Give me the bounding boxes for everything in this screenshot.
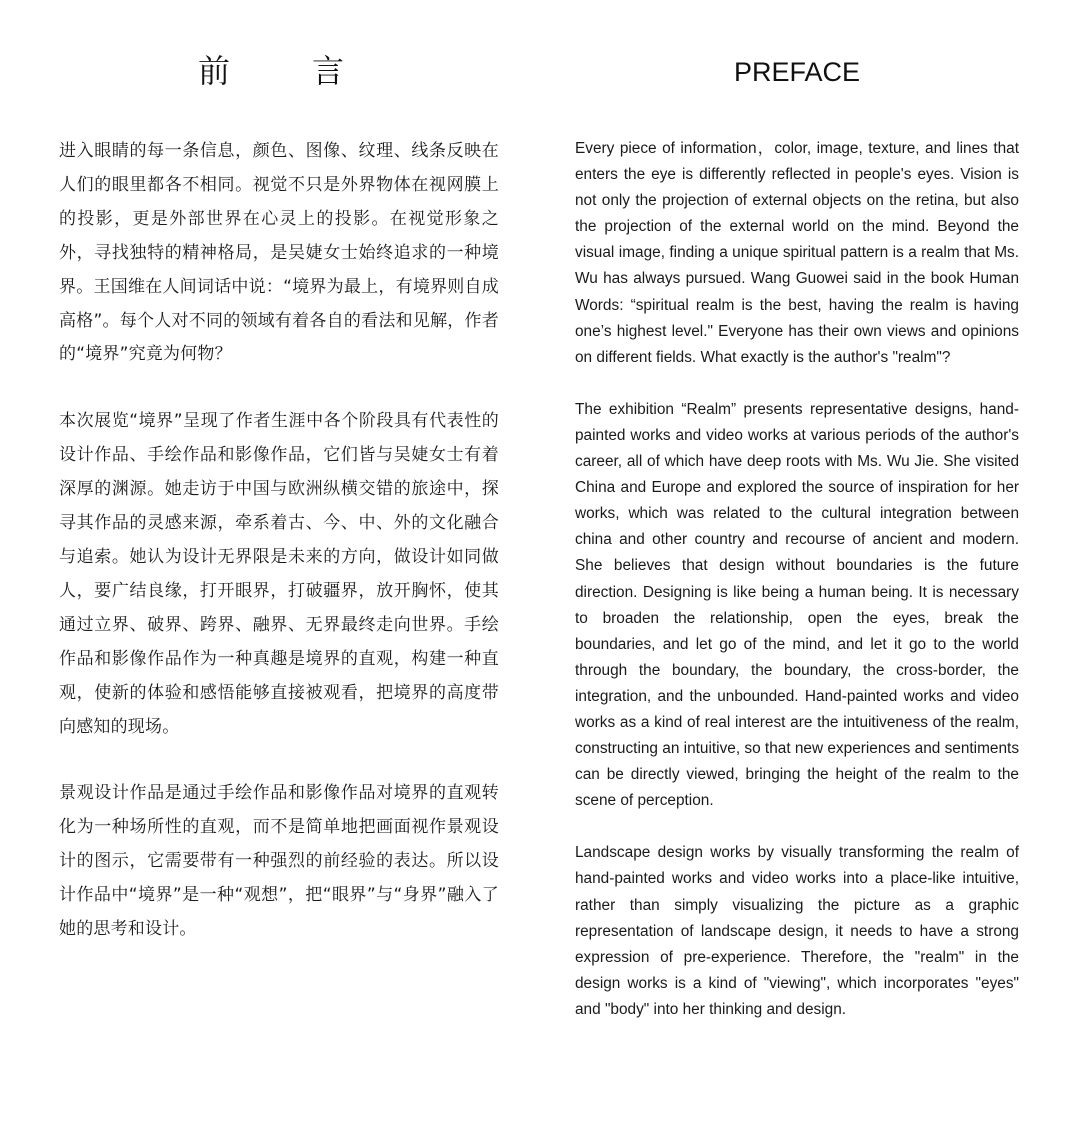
chinese-paragraph-1: 进入眼睛的每一条信息，颜色、图像、纹理、线条反映在人们的眼里都各不相同。视觉不只是外界物体在视网膜上的投影，更是外部世界在心灵上的投影。在视觉形象之外，寻找独特的精神格局，是吴婕女士始终追求的一种境界。王国维在人间词话中说：“境界为最上，有境界则自成高格”。每个人对不同的领域有着各自的看法和见解，作者的“境界”究竟为何物？ (59, 141, 499, 365)
chinese-paragraph-3: 景观设计作品是通过手绘作品和影像作品对境界的直观转化为一种场所性的直观，而不是简单地把画面视作景观设计的图示，它需要带有一种强烈的前经验的表达。所以设计作品中“境界”是一种“观想”，把“眼界”与“身界”融入了她的思考和设计。 (59, 783, 499, 940)
chinese-title-char-2: 言 (312, 52, 345, 90)
english-paragraph-3: Landscape design works by visually transforming the realm of hand-painted works and video works into a place-like intuitive, rather than simply visualizing the picture as a graphic representation of landscape design, it needs to have a strong expression of pre-experience. Therefore, the "realm" in the design works is a kind of "viewing", which incorporates "eyes" and "body" into her thinking and design. (575, 844, 1019, 1018)
english-text-column (575, 136, 1019, 1023)
english-title: PREFACE (733, 57, 861, 87)
chinese-title-char-1: 前 (198, 52, 231, 90)
english-paragraph-2: The exhibition “Realm” presents representative designs, hand-painted works and video works at various periods of the author's career, all of which have deep roots with Ms. Wu Jie. She visited China and Europe and explored the source of inspiration for her works, which was related to the cultural integration between china and other country and recourse of ancient and modern. She believes that design without boundaries is the future direction. Designing is like being a human being. It is necessary to broaden the relationship, open the eyes, break the boundaries, and let go of the mind, and let it go to the world through the boundary, the boundary, the cross-border, the integration, and the unbounded. Hand-painted works and video works as a kind of real interest are the intuitiveness of the realm, constructing an intuitive, so that new experiences and sentiments can be directly viewed, bringing the height of the realm to the scene of perception. (575, 400, 1020, 810)
english-paragraph-1: Every piece of information，color, image, texture, and lines that enters the eye is differently reflected in people's eyes. Vision is not only the projection of external objects on the retina, but also the projection of the external world on the mind. Beyond the visual image, finding a unique spiritual pattern is a realm that Ms. Wu has always pursued. Wang Guowei said in the book Human Words: “spiritual realm is the best, having the realm is having one’s highest level." Everyone has their own views and opinions on different fields. What exactly is the author's "realm"? (575, 140, 1019, 366)
chinese-text-column (59, 135, 499, 947)
chinese-title (198, 48, 358, 94)
chinese-paragraph-2: 本次展览“境界”呈现了作者生涯中各个阶段具有代表性的设计作品、手绘作品和影像作品，它们皆与吴婕女士有着深厚的渊源。她走访于中国与欧洲纵横交错的旅途中，探寻其作品的灵感来源，牵系着古、今、中、外的文化融合与追索。她认为设计无界限是未来的方向，做设计如同做人，要广结良缘，打开眼界，打破疆界，放开胸怀，使其通过立界、破界、跨界、融界、无界最终走向世界。手绘作品和影像作品作为一种真趣是境界的直观，构建一种直观，使新的体验和感悟能够直接被观看，把境界的高度带向感知的现场。 (59, 411, 499, 737)
